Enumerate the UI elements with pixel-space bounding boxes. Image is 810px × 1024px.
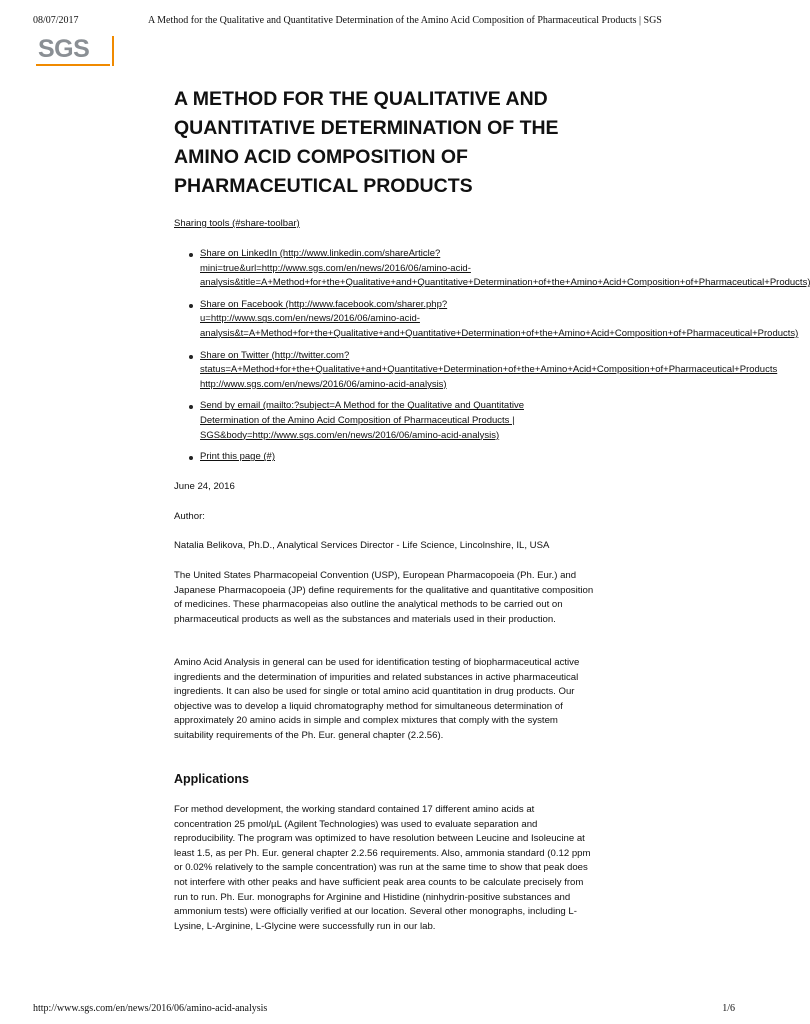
share-email-link[interactable]	[200, 399, 600, 443]
share-list	[174, 247, 810, 472]
share-linkedin-link[interactable]	[200, 247, 810, 291]
share-linkedin-line-3: analysis&title=A+Method+for+the+Qualitative+and+Quantitative+Determination+of+the+Amino+Acid+Composition+of+Pharmaceutical+Products)	[200, 277, 810, 289]
sharing-tools-link[interactable]: Sharing tools (#share-toolbar)	[174, 218, 300, 229]
author-name: Natalia Belikova, Ph.D., Analytical Services Director - Life Science, Lincolnshire, IL, USA	[174, 540, 550, 551]
print-footer-url: http://www.sgs.com/en/news/2016/06/amino-acid-analysis	[33, 1003, 268, 1014]
share-twitter-line-3: http://www.sgs.com/en/news/2016/06/amino-acid-analysis)	[200, 378, 447, 390]
article-date: June 24, 2016	[174, 481, 235, 492]
print-page-line: Print this page (#)	[200, 451, 275, 463]
print-date: 08/07/2017	[33, 15, 79, 26]
share-email-item	[174, 399, 600, 443]
share-email-line-3: SGS&body=http://www.sgs.com/en/news/2016/06/amino-acid-analysis)	[200, 429, 500, 441]
share-facebook-line-1: Share on Facebook (http://www.facebook.com/sharer.php?	[200, 298, 448, 310]
print-doc-title: A Method for the Qualitative and Quantitative Determination of the Amino Acid Composition of Pharmaceutical Products | SGS	[148, 15, 662, 26]
print-page-link[interactable]	[200, 450, 734, 465]
share-twitter-link[interactable]	[200, 349, 778, 393]
paragraph-3: For method development, the working standard contained 17 different amino acids at concentration 25 pmol/µL (Agilent Technologies) was used to evaluate separation and reproducibility. The program was optimized to have resolution between Leucine and Isoleucine at least 1.5, as per Ph. Eur. general chapter 2.2.56 requirements. Also, ammonia standard (0.12 ppm or 0.02% relatively to the sample concentration) was run at the same time to show that peak does not interfere with other peaks and have sufficient peak area counts to be calculate precisely from run to run. Ph. Eur. monographs for Arginine and Histidine (ninhydrin-positive substances and ammonium tests) were officially verified at our location. Several other monographs, including L-Lysine, L-Arginine, L-Glycine were successfully run in our lab.	[174, 804, 591, 932]
paragraph-2: Amino Acid Analysis in general can be used for identification testing of biopharmaceutical active ingredients and the determination of impurities and related substances in active pharmaceutical ingredients. It can also be used for single or total amino acid quantitation in drug products. Our objective was to develop a liquid chromatography method for simultaneous determination of approximately 20 amino acids in simple and complex mixtures that comply with the system suitability requirements of the Ph. Eur. general chapter (2.2.56).	[174, 657, 580, 741]
share-twitter-line-2: status=A+Method+for+the+Qualitative+and+Quantitative+Determination+of+the+Amino+Acid+Composition+of+Pharmaceutical+Products	[200, 364, 778, 376]
article-title: A METHOD FOR THE QUALITATIVE AND QUANTITATIVE DETERMINATION OF THE AMINO ACID COMPOSITION OF PHARMACEUTICAL PRODUCTS	[174, 88, 559, 197]
share-email-line-1: Send by email (mailto:?subject=A Method for the Qualitative and Quantitative	[200, 400, 524, 412]
share-facebook-line-3: analysis&t=A+Method+for+the+Qualitative+and+Quantitative+Determination+of+the+Amino+Acid+Composition+of+Pharmaceutical+Products)	[200, 327, 799, 339]
share-linkedin-item	[174, 247, 810, 291]
author-label: Author:	[174, 511, 205, 522]
share-linkedin-line-2: mini=true&url=http://www.sgs.com/en/news/2016/06/amino-acid-	[200, 262, 471, 274]
logo-text: SGS	[38, 35, 90, 63]
sgs-logo[interactable]	[36, 34, 108, 66]
share-facebook-link[interactable]	[200, 298, 799, 342]
share-linkedin-line-1: Share on LinkedIn (http://www.linkedin.com/shareArticle?	[200, 248, 441, 259]
share-twitter-item	[174, 349, 778, 393]
logo-underline	[36, 64, 110, 66]
share-facebook-item	[174, 298, 799, 342]
page-number: 1/6	[722, 1003, 735, 1014]
share-email-line-2: Determination of the Amino Acid Composition of Pharmaceutical Products |	[200, 414, 515, 426]
share-twitter-line-1: Share on Twitter (http://twitter.com?	[200, 349, 350, 361]
logo-bar	[112, 36, 114, 66]
print-page-item	[174, 450, 734, 465]
share-facebook-line-2: u=http://www.sgs.com/en/news/2016/06/amino-acid-	[200, 313, 420, 325]
paragraph-1: The United States Pharmacopeial Convention (USP), European Pharmacopoeia (Ph. Eur.) and Japanese Pharmacopoeia (JP) define requirements for the qualitative and quantitative composition of medicines. These pharmacopeias also outline the analytical methods to be carried out on pharmaceutical products as well as the substances and materials used in their production.	[174, 570, 594, 625]
heading-applications: Applications	[174, 772, 250, 786]
